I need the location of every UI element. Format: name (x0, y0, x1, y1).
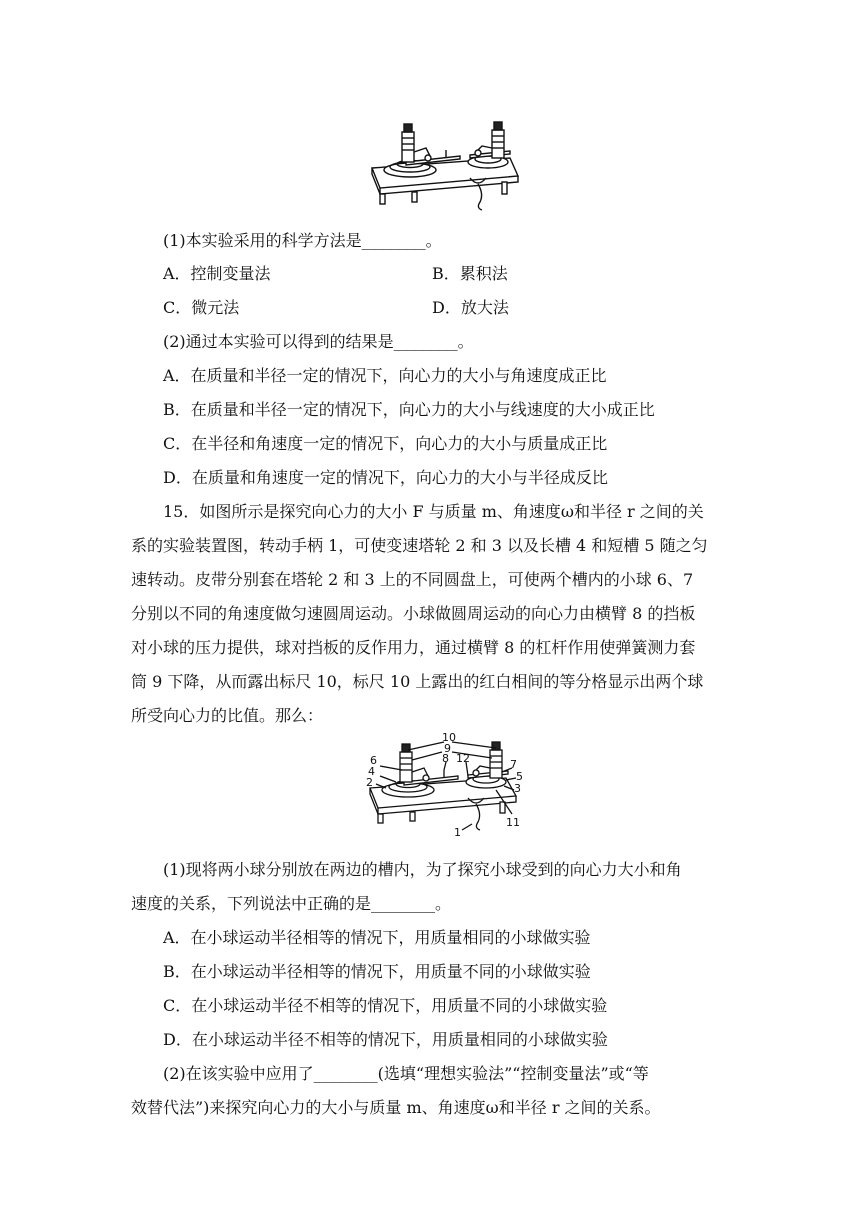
q15-stem-line: 分别以不同的角速度做匀速圆周运动。小球做圆周运动的向心力由横臂 8 的挡板 (131, 604, 696, 623)
figure-label-2: 2 (366, 776, 373, 789)
q14-sub1-option-c: C．微元法 (163, 298, 240, 317)
figure-label-5: 5 (516, 770, 523, 783)
q14-sub2-question: (2)通过本实验可以得到的结果是________。 (163, 332, 474, 351)
figure-label-3: 3 (514, 782, 521, 795)
apparatus-figure-top (360, 118, 525, 214)
q14-sub1-option-b: B．累积法 (432, 264, 508, 283)
q15-sub1-question-line: (1)现将两小球分别放在两边的槽内，为了探究小球受到的向心力大小和角 (163, 860, 682, 879)
figure-label-4: 4 (368, 765, 375, 778)
q14-sub2-option-b: B．在质量和半径一定的情况下，向心力的大小与线速度的大小成正比 (163, 400, 655, 419)
figure-label-6: 6 (370, 754, 377, 767)
q14-sub2-option-d: D．在质量和角速度一定的情况下，向心力的大小与半径成反比 (163, 468, 608, 487)
q15-sub1-option-b: B．在小球运动半径相等的情况下，用质量不同的小球做实验 (163, 962, 591, 981)
q14-sub1-option-a: A．控制变量法 (163, 264, 271, 283)
figure-label-8: 8 (442, 752, 449, 765)
q15-sub1-option-a: A．在小球运动半径相等的情况下，用质量相同的小球做实验 (163, 928, 591, 947)
q15-stem-line: 15．如图所示是探究向心力的大小 F 与质量 m、角速度ω和半径 r 之间的关 (163, 502, 704, 521)
apparatus-figure-labeled (356, 730, 536, 840)
q14-sub1-question: (1)本实验采用的科学方法是________。 (163, 231, 442, 250)
q15-stem-line: 所受向心力的比值。那么： (131, 706, 324, 725)
q15-stem-line: 速转动。皮带分别套在塔轮 2 和 3 上的不同圆盘上，可使两个槽内的小球 6、7 (131, 570, 694, 589)
figure-label-9: 9 (444, 742, 451, 755)
figure-label-1: 1 (454, 826, 461, 839)
q14-sub2-option-a: A．在质量和半径一定的情况下，向心力的大小与角速度成正比 (163, 366, 607, 385)
figure-label-7: 7 (510, 758, 517, 771)
q14-sub1-option-d: D．放大法 (432, 298, 509, 317)
figure-label-11: 11 (506, 816, 520, 829)
figure-label-12: 12 (456, 752, 470, 765)
q15-sub2-question-line: 效替代法”)来探究向心力的大小与质量 m、角速度ω和半径 r 之间的关系。 (131, 1098, 661, 1117)
q15-stem-line: 筒 9 下降，从而露出标尺 10，标尺 10 上露出的红白相间的等分格显示出两个球 (131, 672, 704, 691)
q15-sub2-question-line: (2)在该实验中应用了________(选填“理想实验法”“控制变量法”或“等 (163, 1064, 649, 1083)
q15-sub1-option-c: C．在小球运动半径不相等的情况下，用质量不同的小球做实验 (163, 996, 608, 1015)
q14-sub2-option-c: C．在半径和角速度一定的情况下，向心力的大小与质量成正比 (163, 434, 608, 453)
figure-label-10: 10 (442, 731, 456, 744)
q15-stem-line: 系的实验装置图，转动手柄 1，可使变速塔轮 2 和 3 以及长槽 4 和短槽 5 随之匀 (131, 536, 708, 555)
q15-sub1-question-line: 速度的关系，下列说法中正确的是________。 (131, 894, 452, 913)
q15-sub1-option-d: D．在小球运动半径不相等的情况下，用质量相同的小球做实验 (163, 1030, 608, 1049)
q15-stem-line: 对小球的压力提供，球对挡板的反作用力，通过横臂 8 的杠杆作用使弹簧测力套 (131, 638, 696, 657)
